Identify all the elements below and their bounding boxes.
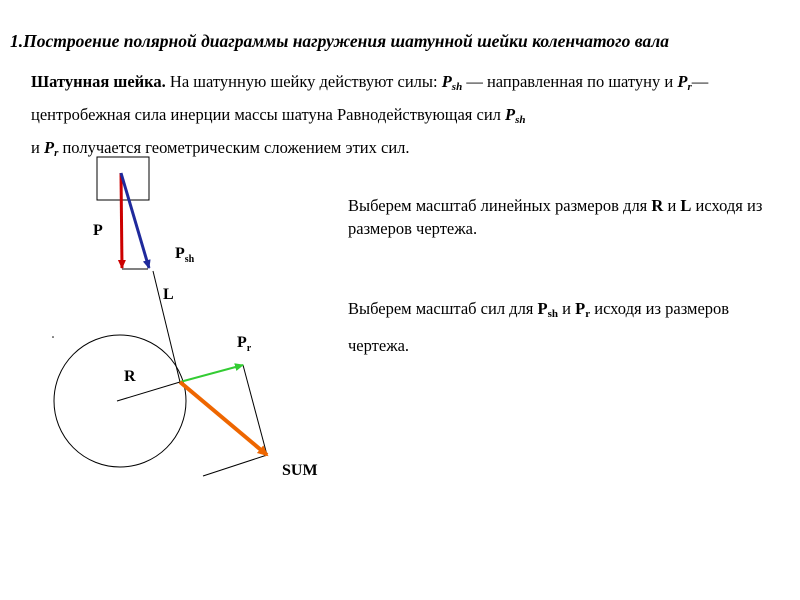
scale-forces-text-1: Выберем масштаб сил для bbox=[348, 299, 538, 318]
label-psh-sub: sh bbox=[184, 254, 195, 265]
intro-psh2-main: P bbox=[505, 105, 516, 124]
label-l: L bbox=[163, 286, 174, 303]
label-pr-main: P bbox=[237, 334, 247, 351]
scale-forces-psh-sub: sh bbox=[547, 308, 559, 320]
intro-text-1: На шатунную шейку действуют силы: bbox=[165, 72, 442, 91]
intro-psh-main: P bbox=[441, 72, 452, 91]
pr-force-arrow bbox=[180, 365, 243, 382]
scale-lengths-text-2: исходя из размеров чертежа. bbox=[348, 196, 763, 238]
intro-heading: Шатунная шейка. bbox=[31, 72, 166, 91]
label-pr-sub: r bbox=[246, 343, 252, 354]
scale-lengths-and: и bbox=[663, 196, 681, 215]
crank-circle bbox=[54, 335, 186, 467]
label-sum: SUM bbox=[282, 462, 318, 479]
label-psh bbox=[175, 245, 195, 265]
intro-pr-main: P bbox=[677, 72, 688, 91]
p-force-arrow bbox=[121, 173, 122, 268]
page-title: 1.Построение полярной диаграммы нагружения шатунной шейки коленчатого вала bbox=[10, 31, 669, 51]
intro-text-3: — центробежная сила инерции массы шатуна Равнодействующая сил bbox=[31, 72, 709, 124]
intro-pr2-sub: r bbox=[54, 147, 59, 159]
intro-pr-sub: r bbox=[687, 81, 692, 93]
scale-forces-and: и bbox=[558, 299, 576, 318]
scale-lengths-r: R bbox=[651, 196, 664, 215]
parallelogram-side-line bbox=[243, 365, 267, 455]
parallelogram-base-line bbox=[203, 455, 267, 476]
psh-force-arrow bbox=[121, 173, 149, 268]
label-p: P bbox=[93, 222, 103, 239]
intro-psh2-sub: sh bbox=[515, 114, 526, 126]
scale-lengths-l: L bbox=[680, 196, 692, 215]
intro-pr2-main: P bbox=[43, 138, 55, 157]
intro-text-5: получается геометрическим сложением этих сил. bbox=[58, 138, 410, 157]
label-psh-main: P bbox=[175, 245, 185, 262]
label-pr bbox=[237, 334, 252, 354]
scale-forces-psh-main: P bbox=[537, 299, 548, 318]
scale-forces-text-2: исходя из размеров чертежа. bbox=[348, 299, 730, 355]
intro-text-4: и bbox=[31, 138, 44, 157]
label-r: R bbox=[124, 368, 136, 385]
scale-forces-pr-main: P bbox=[575, 299, 586, 318]
sum-force-arrow bbox=[180, 382, 267, 455]
scale-forces-pr-sub: r bbox=[585, 308, 591, 320]
scale-lengths-text-1: Выберем масштаб линейных размеров для bbox=[348, 196, 652, 215]
dot-marker bbox=[52, 336, 54, 338]
intro-text-2: — направленная по шатуну и bbox=[462, 72, 678, 91]
intro-psh-sub: sh bbox=[451, 81, 463, 93]
